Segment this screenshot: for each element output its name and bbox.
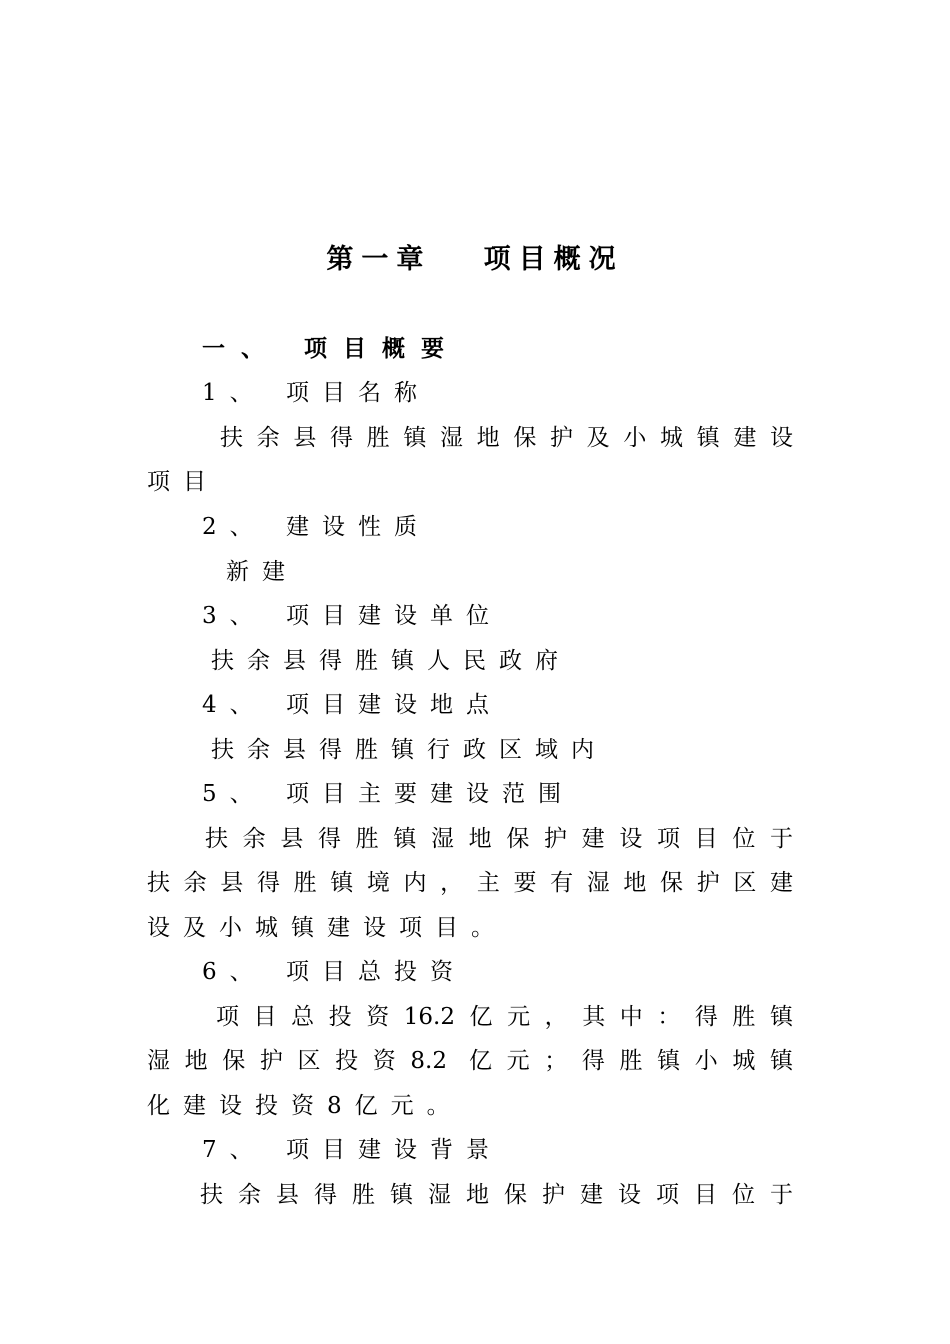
paragraph-line: 扶余县得胜镇行政区域内 xyxy=(211,737,607,763)
item-heading-4: 4、 项目建设地点 xyxy=(202,692,502,718)
item-heading-3: 3、 项目建设单位 xyxy=(202,603,502,629)
paragraph-line: 化建设投资8亿元。 xyxy=(147,1093,463,1119)
item-heading-2: 2、 建设性质 xyxy=(202,514,430,540)
paragraph-line: 扶余县得胜镇湿地保护建设项目位于 xyxy=(200,1182,793,1208)
chapter-title: 第一章 项目概况 xyxy=(326,244,624,275)
item-heading-1: 1、 项目名称 xyxy=(202,380,430,406)
paragraph-line: 新建 xyxy=(226,559,298,585)
paragraph-line: 扶余县得胜镇境内，主要有湿地保护区建 xyxy=(147,870,793,896)
item-heading-7: 7、 项目建设背景 xyxy=(202,1137,502,1163)
paragraph-line: 项目 xyxy=(147,469,219,495)
item-heading-5: 5、 项目主要建设范围 xyxy=(202,781,574,807)
section-heading: 一、 项目概要 xyxy=(202,336,461,362)
paragraph-line: 扶余县得胜镇湿地保护及小城镇建设 xyxy=(220,425,793,451)
paragraph-line: 湿地保护区投资8.2 亿元；得胜镇小城镇 xyxy=(147,1048,793,1074)
paragraph-line: 设及小城镇建设项目。 xyxy=(147,915,507,941)
paragraph-line: 扶余县得胜镇湿地保护建设项目位于 xyxy=(205,826,793,852)
item-heading-6: 6、 项目总投资 xyxy=(202,959,466,985)
paragraph-line: 扶余县得胜镇人民政府 xyxy=(211,648,571,674)
paragraph-line: 项目总投资16.2亿元，其中：得胜镇 xyxy=(216,1004,793,1030)
